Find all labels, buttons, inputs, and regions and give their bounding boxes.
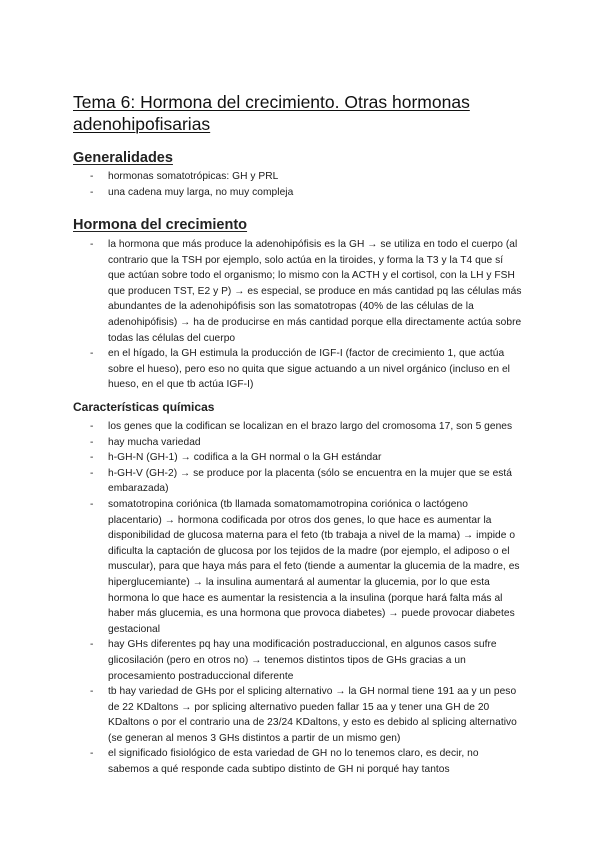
list-item bbox=[0, 185, 522, 201]
list-item-text: la hormona que más produce la adenohipófisis es la GH → se utiliza en todo el cuerpo (al contrario que la TSH por ejemplo, solo actúa en la tiroides, y forma la T3 y la T4 que sí que actúan sobre todo el organismo; lo mismo con la ACTH y el cortisol, con la LH y FSH que producen TST, E2 y P) → es especial, se produce en más cantidad pq las células más abundantes de la adenohipófisis son las somatotropas (40% de las células de la adenohipófisis) → ha de producirse en más cantidad porque ella directamente actúa sobre todas las células del cuerpo bbox=[108, 239, 522, 344]
list-item-text: hay GHs diferentes pq hay una modificación postraduccional, en algunos casos sufre glicosilación (pero en otros no) → tenemos distintos tipos de GHs gracias a un procesamiento postraduccional diferente bbox=[108, 639, 497, 682]
list-item bbox=[0, 419, 522, 435]
bullet-dash: - bbox=[90, 498, 94, 510]
bullet-dash: - bbox=[90, 348, 94, 360]
list-item-text: una cadena muy larga, no muy compleja bbox=[108, 186, 294, 198]
bullet-dash: - bbox=[90, 748, 94, 760]
list-item-text: el significado fisiológico de esta variedad de GH no lo tenemos claro, es decir, no sabemos a qué responde cada subtipo distinto de GH ni porqué hay tantos bbox=[108, 748, 479, 776]
list-item bbox=[0, 684, 522, 746]
bullet-dash: - bbox=[90, 436, 94, 448]
list-item-text: somatotropina coriónica (tb llamada somatomamotropina coriónica o lactógeno placentario) → hormona codificada por otros dos genes, lo que hace es aumentar la disponibilidad de glucosa materna para el feto (tb trabaja a nivel de la mama) → impide o dificulta la captación de glucosa por los tejidos de la madre (por ejemplo, el adiposo o el muscular), para que haya más para el feto (tiende a aumentar la glucemia de la madre, es hiperglucemiante) → la insulina aumentará al aumentar la glucemia, por lo que esta hormona lo que hace es aumentar la resistencia a la insulina (porque hará falta más al haber más glucemia, es una hormona que provoca diabetes) → puede provocar diabetes gestacional bbox=[108, 498, 520, 635]
list-item bbox=[0, 466, 522, 497]
bullet-dash: - bbox=[90, 239, 94, 250]
bullet-dash: - bbox=[90, 686, 94, 698]
list-item bbox=[0, 497, 522, 637]
list-item bbox=[0, 637, 522, 684]
heading-hormona-crecimiento: Hormona del crecimiento bbox=[73, 217, 248, 233]
list-item bbox=[0, 435, 522, 451]
list-generalidades bbox=[0, 169, 600, 200]
page-title: Tema 6: Hormona del crecimiento. Otras hormonas adenohipofisarias bbox=[73, 92, 470, 134]
bullet-dash: - bbox=[90, 171, 94, 182]
list-item bbox=[0, 237, 522, 346]
list-item-text: en el hígado, la GH estimula la producción de IGF-I (factor de crecimiento 1, que actúa sobre el hueso), pero eso no quita que sigue actuando a un nivel orgánico (incluso en el hueso, en el que tb actúa IGF-I) bbox=[108, 348, 510, 391]
list-item bbox=[0, 450, 522, 466]
list-item-text: los genes que la codifican se localizan en el brazo largo del cromosoma 17, son 5 genes bbox=[108, 421, 513, 432]
bullet-dash: - bbox=[90, 186, 94, 198]
list-item-text: tb hay variedad de GHs por el splicing alternativo → la GH normal tiene 191 aa y un peso de 22 KDaltons → por splicing alternativo pueden fallar 15 aa y tener una GH de 20 KDaltons o por el contrario una de 23/24 KDaltons, y esto es debido al splicing alternativo (se generan al menos 3 GHs distintos a partir de un mismo gen) bbox=[108, 686, 517, 744]
list-item-text: hormonas somatotrópicas: GH y PRL bbox=[108, 171, 279, 182]
bullet-dash: - bbox=[90, 467, 94, 479]
list-item-text: h-GH-N (GH-1) → codifica a la GH normal o la GH estándar bbox=[108, 452, 382, 464]
heading-generalidades: Generalidades bbox=[73, 150, 173, 166]
list-item bbox=[0, 346, 522, 393]
list-hormona-crecimiento bbox=[0, 237, 600, 393]
list-item-text: h-GH-V (GH-2) → se produce por la placenta (sólo se encuentra en la mujer que se está embarazada) bbox=[108, 467, 513, 495]
heading-caracteristicas-quimicas: Características químicas bbox=[73, 400, 215, 414]
bullet-dash: - bbox=[90, 421, 94, 432]
bullet-dash: - bbox=[90, 639, 94, 651]
list-item bbox=[0, 169, 522, 185]
list-item-text: hay mucha variedad bbox=[108, 436, 201, 448]
list-caracteristicas-quimicas bbox=[0, 419, 600, 778]
bullet-dash: - bbox=[90, 452, 94, 464]
list-item bbox=[0, 746, 522, 777]
